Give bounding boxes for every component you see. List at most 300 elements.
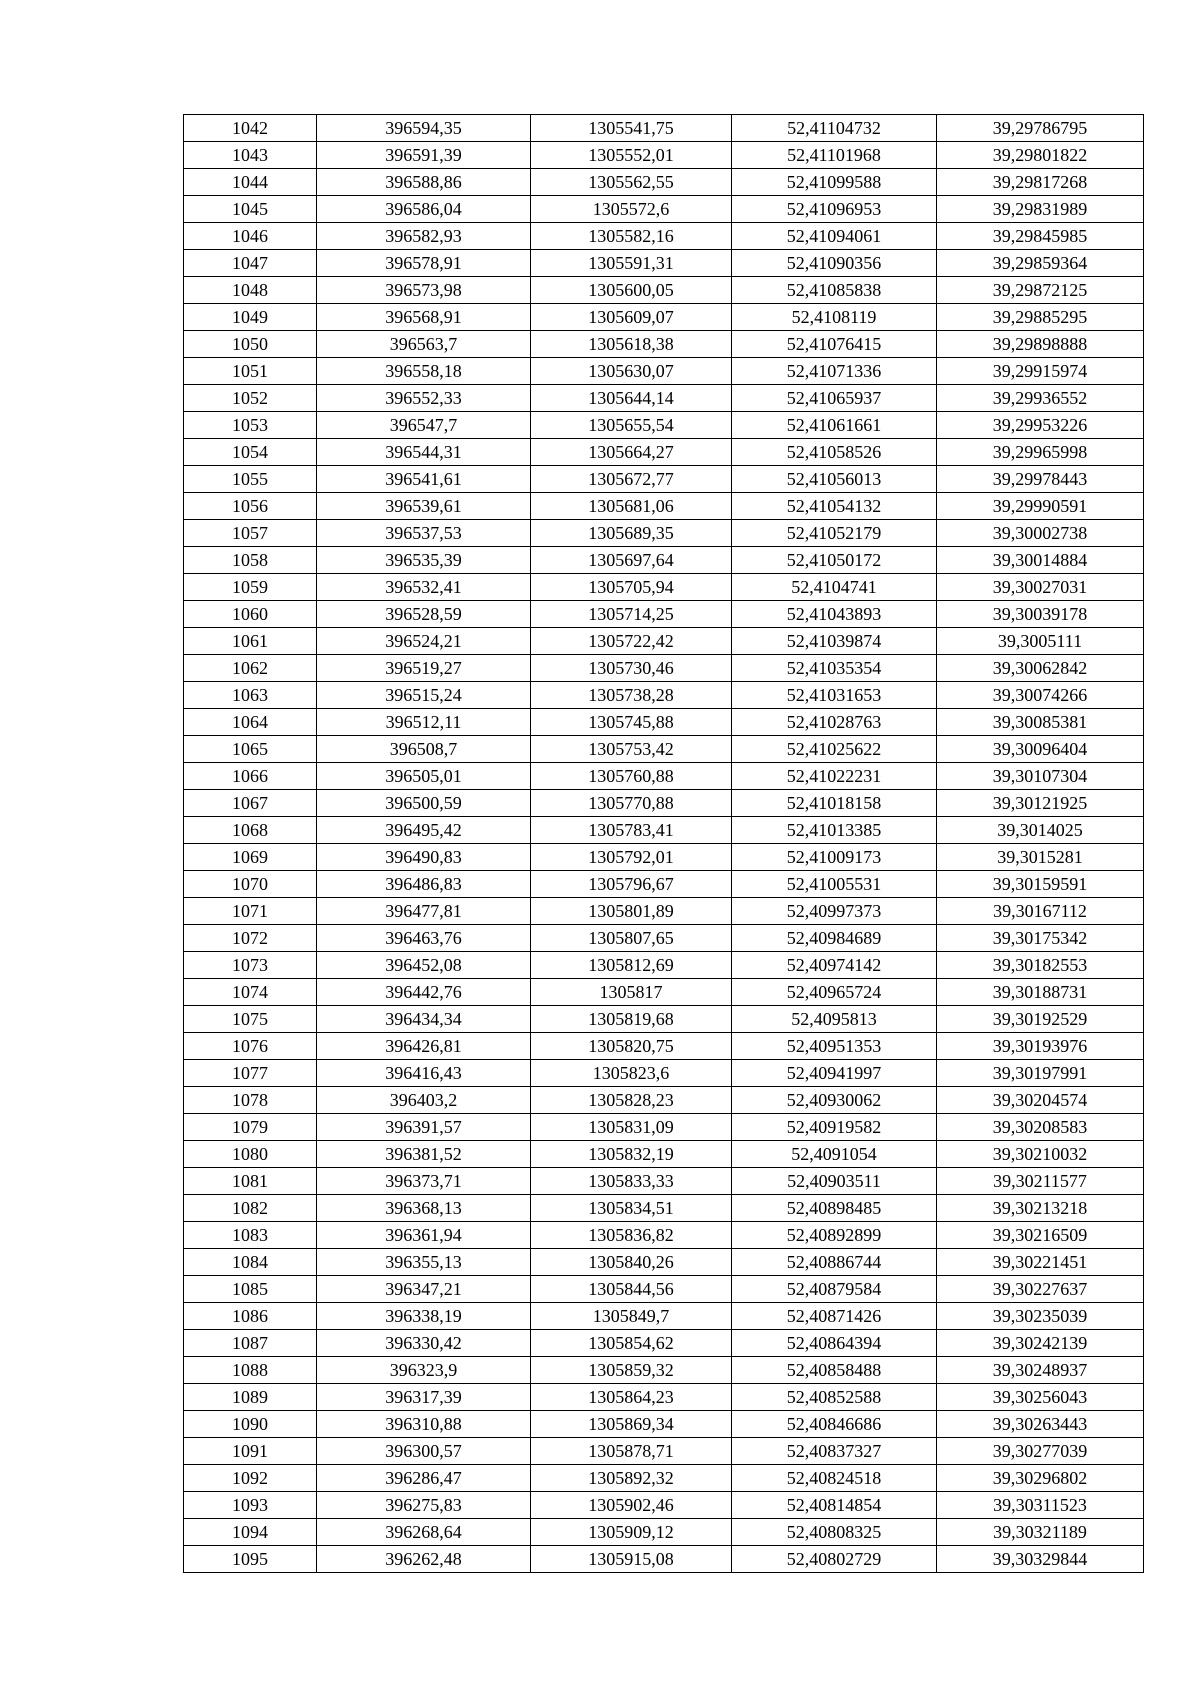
x-coordinate-cell: 396541,61 xyxy=(317,466,531,493)
y-coordinate-cell: 1305770,88 xyxy=(531,790,732,817)
latitude-cell: 52,41025622 xyxy=(732,736,937,763)
x-coordinate-cell: 396519,27 xyxy=(317,655,531,682)
point-number-cell: 1086 xyxy=(184,1303,317,1330)
table-row xyxy=(184,1546,1144,1573)
point-number-cell: 1087 xyxy=(184,1330,317,1357)
latitude-cell: 52,4104741 xyxy=(732,574,937,601)
latitude-cell: 52,4091054 xyxy=(732,1141,937,1168)
coordinates-table-body xyxy=(184,115,1144,1573)
latitude-cell: 52,41061661 xyxy=(732,412,937,439)
x-coordinate-cell: 396588,86 xyxy=(317,169,531,196)
latitude-cell: 52,41039874 xyxy=(732,628,937,655)
latitude-cell: 52,40846686 xyxy=(732,1411,937,1438)
point-number-cell: 1095 xyxy=(184,1546,317,1573)
point-number-cell: 1082 xyxy=(184,1195,317,1222)
point-number-cell: 1044 xyxy=(184,169,317,196)
x-coordinate-cell: 396323,9 xyxy=(317,1357,531,1384)
latitude-cell: 52,41054132 xyxy=(732,493,937,520)
x-coordinate-cell: 396463,76 xyxy=(317,925,531,952)
y-coordinate-cell: 1305812,69 xyxy=(531,952,732,979)
x-coordinate-cell: 396547,7 xyxy=(317,412,531,439)
table-row xyxy=(184,1492,1144,1519)
longitude-cell: 39,30321189 xyxy=(937,1519,1144,1546)
latitude-cell: 52,40892899 xyxy=(732,1222,937,1249)
y-coordinate-cell: 1305745,88 xyxy=(531,709,732,736)
table-row xyxy=(184,1060,1144,1087)
point-number-cell: 1046 xyxy=(184,223,317,250)
y-coordinate-cell: 1305834,51 xyxy=(531,1195,732,1222)
y-coordinate-cell: 1305783,41 xyxy=(531,817,732,844)
point-number-cell: 1058 xyxy=(184,547,317,574)
point-number-cell: 1079 xyxy=(184,1114,317,1141)
table-row xyxy=(184,169,1144,196)
table-row xyxy=(184,331,1144,358)
latitude-cell: 52,40984689 xyxy=(732,925,937,952)
latitude-cell: 52,40814854 xyxy=(732,1492,937,1519)
latitude-cell: 52,4108119 xyxy=(732,304,937,331)
longitude-cell: 39,30192529 xyxy=(937,1006,1144,1033)
table-row xyxy=(184,1303,1144,1330)
longitude-cell: 39,30107304 xyxy=(937,763,1144,790)
latitude-cell: 52,41050172 xyxy=(732,547,937,574)
longitude-cell: 39,29845985 xyxy=(937,223,1144,250)
table-row xyxy=(184,601,1144,628)
y-coordinate-cell: 1305801,89 xyxy=(531,898,732,925)
point-number-cell: 1088 xyxy=(184,1357,317,1384)
longitude-cell: 39,29990591 xyxy=(937,493,1144,520)
point-number-cell: 1051 xyxy=(184,358,317,385)
table-row xyxy=(184,709,1144,736)
latitude-cell: 52,40864394 xyxy=(732,1330,937,1357)
latitude-cell: 52,41009173 xyxy=(732,844,937,871)
y-coordinate-cell: 1305630,07 xyxy=(531,358,732,385)
x-coordinate-cell: 396347,21 xyxy=(317,1276,531,1303)
latitude-cell: 52,40974142 xyxy=(732,952,937,979)
x-coordinate-cell: 396558,18 xyxy=(317,358,531,385)
point-number-cell: 1089 xyxy=(184,1384,317,1411)
point-number-cell: 1076 xyxy=(184,1033,317,1060)
point-number-cell: 1092 xyxy=(184,1465,317,1492)
y-coordinate-cell: 1305817 xyxy=(531,979,732,1006)
latitude-cell: 52,41056013 xyxy=(732,466,937,493)
y-coordinate-cell: 1305864,23 xyxy=(531,1384,732,1411)
latitude-cell: 52,40879584 xyxy=(732,1276,937,1303)
point-number-cell: 1071 xyxy=(184,898,317,925)
point-number-cell: 1052 xyxy=(184,385,317,412)
x-coordinate-cell: 396537,53 xyxy=(317,520,531,547)
y-coordinate-cell: 1305840,26 xyxy=(531,1249,732,1276)
y-coordinate-cell: 1305892,32 xyxy=(531,1465,732,1492)
x-coordinate-cell: 396416,43 xyxy=(317,1060,531,1087)
longitude-cell: 39,29915974 xyxy=(937,358,1144,385)
point-number-cell: 1077 xyxy=(184,1060,317,1087)
longitude-cell: 39,30256043 xyxy=(937,1384,1144,1411)
longitude-cell: 39,29872125 xyxy=(937,277,1144,304)
latitude-cell: 52,41090356 xyxy=(732,250,937,277)
table-row xyxy=(184,790,1144,817)
x-coordinate-cell: 396532,41 xyxy=(317,574,531,601)
x-coordinate-cell: 396586,04 xyxy=(317,196,531,223)
longitude-cell: 39,30216509 xyxy=(937,1222,1144,1249)
table-row xyxy=(184,952,1144,979)
latitude-cell: 52,4095813 xyxy=(732,1006,937,1033)
x-coordinate-cell: 396368,13 xyxy=(317,1195,531,1222)
table-row xyxy=(184,1519,1144,1546)
point-number-cell: 1083 xyxy=(184,1222,317,1249)
longitude-cell: 39,30296802 xyxy=(937,1465,1144,1492)
latitude-cell: 52,41022231 xyxy=(732,763,937,790)
table-row xyxy=(184,385,1144,412)
point-number-cell: 1093 xyxy=(184,1492,317,1519)
table-row xyxy=(184,1141,1144,1168)
latitude-cell: 52,40930062 xyxy=(732,1087,937,1114)
point-number-cell: 1090 xyxy=(184,1411,317,1438)
table-row xyxy=(184,1195,1144,1222)
point-number-cell: 1062 xyxy=(184,655,317,682)
table-row xyxy=(184,1384,1144,1411)
latitude-cell: 52,41076415 xyxy=(732,331,937,358)
latitude-cell: 52,40919582 xyxy=(732,1114,937,1141)
longitude-cell: 39,30263443 xyxy=(937,1411,1144,1438)
y-coordinate-cell: 1305819,68 xyxy=(531,1006,732,1033)
longitude-cell: 39,30235039 xyxy=(937,1303,1144,1330)
latitude-cell: 52,41085838 xyxy=(732,277,937,304)
longitude-cell: 39,29831989 xyxy=(937,196,1144,223)
longitude-cell: 39,30062842 xyxy=(937,655,1144,682)
point-number-cell: 1054 xyxy=(184,439,317,466)
y-coordinate-cell: 1305844,56 xyxy=(531,1276,732,1303)
table-row xyxy=(184,223,1144,250)
latitude-cell: 52,41094061 xyxy=(732,223,937,250)
longitude-cell: 39,3014025 xyxy=(937,817,1144,844)
table-row xyxy=(184,466,1144,493)
table-row xyxy=(184,142,1144,169)
point-number-cell: 1081 xyxy=(184,1168,317,1195)
y-coordinate-cell: 1305854,62 xyxy=(531,1330,732,1357)
longitude-cell: 39,29801822 xyxy=(937,142,1144,169)
longitude-cell: 39,30213218 xyxy=(937,1195,1144,1222)
table-row xyxy=(184,817,1144,844)
x-coordinate-cell: 396486,83 xyxy=(317,871,531,898)
table-row xyxy=(184,304,1144,331)
y-coordinate-cell: 1305714,25 xyxy=(531,601,732,628)
x-coordinate-cell: 396268,64 xyxy=(317,1519,531,1546)
longitude-cell: 39,30074266 xyxy=(937,682,1144,709)
longitude-cell: 39,30014884 xyxy=(937,547,1144,574)
table-row xyxy=(184,250,1144,277)
x-coordinate-cell: 396563,7 xyxy=(317,331,531,358)
x-coordinate-cell: 396573,98 xyxy=(317,277,531,304)
x-coordinate-cell: 396578,91 xyxy=(317,250,531,277)
latitude-cell: 52,40837327 xyxy=(732,1438,937,1465)
x-coordinate-cell: 396500,59 xyxy=(317,790,531,817)
y-coordinate-cell: 1305831,09 xyxy=(531,1114,732,1141)
y-coordinate-cell: 1305828,23 xyxy=(531,1087,732,1114)
longitude-cell: 39,30197991 xyxy=(937,1060,1144,1087)
point-number-cell: 1053 xyxy=(184,412,317,439)
y-coordinate-cell: 1305833,33 xyxy=(531,1168,732,1195)
latitude-cell: 52,41043893 xyxy=(732,601,937,628)
point-number-cell: 1050 xyxy=(184,331,317,358)
y-coordinate-cell: 1305849,7 xyxy=(531,1303,732,1330)
longitude-cell: 39,29786795 xyxy=(937,115,1144,142)
point-number-cell: 1043 xyxy=(184,142,317,169)
latitude-cell: 52,41028763 xyxy=(732,709,937,736)
table-row xyxy=(184,277,1144,304)
table-row xyxy=(184,736,1144,763)
table-row xyxy=(184,1033,1144,1060)
table-row xyxy=(184,898,1144,925)
point-number-cell: 1063 xyxy=(184,682,317,709)
longitude-cell: 39,30248937 xyxy=(937,1357,1144,1384)
table-row xyxy=(184,1006,1144,1033)
longitude-cell: 39,29978443 xyxy=(937,466,1144,493)
latitude-cell: 52,40824518 xyxy=(732,1465,937,1492)
table-row xyxy=(184,979,1144,1006)
longitude-cell: 39,30221451 xyxy=(937,1249,1144,1276)
y-coordinate-cell: 1305664,27 xyxy=(531,439,732,466)
latitude-cell: 52,41005531 xyxy=(732,871,937,898)
x-coordinate-cell: 396286,47 xyxy=(317,1465,531,1492)
table-row xyxy=(184,628,1144,655)
y-coordinate-cell: 1305909,12 xyxy=(531,1519,732,1546)
table-row xyxy=(184,1249,1144,1276)
point-number-cell: 1066 xyxy=(184,763,317,790)
table-row xyxy=(184,196,1144,223)
x-coordinate-cell: 396544,31 xyxy=(317,439,531,466)
longitude-cell: 39,30175342 xyxy=(937,925,1144,952)
point-number-cell: 1047 xyxy=(184,250,317,277)
x-coordinate-cell: 396426,81 xyxy=(317,1033,531,1060)
longitude-cell: 39,30208583 xyxy=(937,1114,1144,1141)
latitude-cell: 52,40951353 xyxy=(732,1033,937,1060)
x-coordinate-cell: 396338,19 xyxy=(317,1303,531,1330)
latitude-cell: 52,40852588 xyxy=(732,1384,937,1411)
y-coordinate-cell: 1305869,34 xyxy=(531,1411,732,1438)
longitude-cell: 39,30277039 xyxy=(937,1438,1144,1465)
point-number-cell: 1069 xyxy=(184,844,317,871)
y-coordinate-cell: 1305878,71 xyxy=(531,1438,732,1465)
longitude-cell: 39,30039178 xyxy=(937,601,1144,628)
latitude-cell: 52,41031653 xyxy=(732,682,937,709)
point-number-cell: 1061 xyxy=(184,628,317,655)
longitude-cell: 39,30188731 xyxy=(937,979,1144,1006)
table-row xyxy=(184,520,1144,547)
y-coordinate-cell: 1305722,42 xyxy=(531,628,732,655)
point-number-cell: 1067 xyxy=(184,790,317,817)
latitude-cell: 52,41018158 xyxy=(732,790,937,817)
x-coordinate-cell: 396330,42 xyxy=(317,1330,531,1357)
table-row xyxy=(184,358,1144,385)
x-coordinate-cell: 396524,21 xyxy=(317,628,531,655)
y-coordinate-cell: 1305915,08 xyxy=(531,1546,732,1573)
x-coordinate-cell: 396591,39 xyxy=(317,142,531,169)
x-coordinate-cell: 396403,2 xyxy=(317,1087,531,1114)
x-coordinate-cell: 396528,59 xyxy=(317,601,531,628)
coordinates-table xyxy=(183,114,1144,1573)
longitude-cell: 39,30167112 xyxy=(937,898,1144,925)
x-coordinate-cell: 396275,83 xyxy=(317,1492,531,1519)
point-number-cell: 1045 xyxy=(184,196,317,223)
point-number-cell: 1064 xyxy=(184,709,317,736)
point-number-cell: 1059 xyxy=(184,574,317,601)
longitude-cell: 39,30329844 xyxy=(937,1546,1144,1573)
x-coordinate-cell: 396594,35 xyxy=(317,115,531,142)
x-coordinate-cell: 396490,83 xyxy=(317,844,531,871)
y-coordinate-cell: 1305644,14 xyxy=(531,385,732,412)
point-number-cell: 1065 xyxy=(184,736,317,763)
y-coordinate-cell: 1305730,46 xyxy=(531,655,732,682)
latitude-cell: 52,40898485 xyxy=(732,1195,937,1222)
y-coordinate-cell: 1305902,46 xyxy=(531,1492,732,1519)
table-row xyxy=(184,1438,1144,1465)
longitude-cell: 39,29953226 xyxy=(937,412,1144,439)
latitude-cell: 52,40886744 xyxy=(732,1249,937,1276)
y-coordinate-cell: 1305836,82 xyxy=(531,1222,732,1249)
table-row xyxy=(184,1411,1144,1438)
table-row xyxy=(184,1087,1144,1114)
x-coordinate-cell: 396495,42 xyxy=(317,817,531,844)
table-row xyxy=(184,871,1144,898)
longitude-cell: 39,30121925 xyxy=(937,790,1144,817)
longitude-cell: 39,29885295 xyxy=(937,304,1144,331)
point-number-cell: 1060 xyxy=(184,601,317,628)
latitude-cell: 52,41104732 xyxy=(732,115,937,142)
table-row xyxy=(184,682,1144,709)
longitude-cell: 39,30085381 xyxy=(937,709,1144,736)
latitude-cell: 52,41071336 xyxy=(732,358,937,385)
x-coordinate-cell: 396568,91 xyxy=(317,304,531,331)
latitude-cell: 52,41052179 xyxy=(732,520,937,547)
longitude-cell: 39,30002738 xyxy=(937,520,1144,547)
latitude-cell: 52,41096953 xyxy=(732,196,937,223)
x-coordinate-cell: 396477,81 xyxy=(317,898,531,925)
latitude-cell: 52,40997373 xyxy=(732,898,937,925)
longitude-cell: 39,30311523 xyxy=(937,1492,1144,1519)
table-row xyxy=(184,1222,1144,1249)
y-coordinate-cell: 1305591,31 xyxy=(531,250,732,277)
point-number-cell: 1068 xyxy=(184,817,317,844)
y-coordinate-cell: 1305689,35 xyxy=(531,520,732,547)
latitude-cell: 52,41101968 xyxy=(732,142,937,169)
y-coordinate-cell: 1305760,88 xyxy=(531,763,732,790)
longitude-cell: 39,30210032 xyxy=(937,1141,1144,1168)
x-coordinate-cell: 396552,33 xyxy=(317,385,531,412)
y-coordinate-cell: 1305609,07 xyxy=(531,304,732,331)
x-coordinate-cell: 396381,52 xyxy=(317,1141,531,1168)
latitude-cell: 52,40871426 xyxy=(732,1303,937,1330)
x-coordinate-cell: 396434,34 xyxy=(317,1006,531,1033)
point-number-cell: 1057 xyxy=(184,520,317,547)
longitude-cell: 39,29859364 xyxy=(937,250,1144,277)
y-coordinate-cell: 1305655,54 xyxy=(531,412,732,439)
latitude-cell: 52,40858488 xyxy=(732,1357,937,1384)
point-number-cell: 1075 xyxy=(184,1006,317,1033)
y-coordinate-cell: 1305582,16 xyxy=(531,223,732,250)
point-number-cell: 1078 xyxy=(184,1087,317,1114)
table-row xyxy=(184,493,1144,520)
x-coordinate-cell: 396515,24 xyxy=(317,682,531,709)
longitude-cell: 39,30193976 xyxy=(937,1033,1144,1060)
y-coordinate-cell: 1305672,77 xyxy=(531,466,732,493)
longitude-cell: 39,30159591 xyxy=(937,871,1144,898)
x-coordinate-cell: 396508,7 xyxy=(317,736,531,763)
point-number-cell: 1073 xyxy=(184,952,317,979)
point-number-cell: 1074 xyxy=(184,979,317,1006)
y-coordinate-cell: 1305572,6 xyxy=(531,196,732,223)
y-coordinate-cell: 1305859,32 xyxy=(531,1357,732,1384)
table-row xyxy=(184,574,1144,601)
table-row xyxy=(184,1465,1144,1492)
y-coordinate-cell: 1305618,38 xyxy=(531,331,732,358)
latitude-cell: 52,40941997 xyxy=(732,1060,937,1087)
x-coordinate-cell: 396355,13 xyxy=(317,1249,531,1276)
table-row xyxy=(184,1357,1144,1384)
latitude-cell: 52,41035354 xyxy=(732,655,937,682)
latitude-cell: 52,41013385 xyxy=(732,817,937,844)
point-number-cell: 1055 xyxy=(184,466,317,493)
longitude-cell: 39,29936552 xyxy=(937,385,1144,412)
y-coordinate-cell: 1305832,19 xyxy=(531,1141,732,1168)
table-row xyxy=(184,655,1144,682)
x-coordinate-cell: 396361,94 xyxy=(317,1222,531,1249)
latitude-cell: 52,40903511 xyxy=(732,1168,937,1195)
point-number-cell: 1072 xyxy=(184,925,317,952)
point-number-cell: 1091 xyxy=(184,1438,317,1465)
longitude-cell: 39,30027031 xyxy=(937,574,1144,601)
point-number-cell: 1042 xyxy=(184,115,317,142)
x-coordinate-cell: 396262,48 xyxy=(317,1546,531,1573)
y-coordinate-cell: 1305600,05 xyxy=(531,277,732,304)
x-coordinate-cell: 396512,11 xyxy=(317,709,531,736)
table-row xyxy=(184,1168,1144,1195)
y-coordinate-cell: 1305792,01 xyxy=(531,844,732,871)
y-coordinate-cell: 1305681,06 xyxy=(531,493,732,520)
longitude-cell: 39,30242139 xyxy=(937,1330,1144,1357)
point-number-cell: 1085 xyxy=(184,1276,317,1303)
x-coordinate-cell: 396310,88 xyxy=(317,1411,531,1438)
y-coordinate-cell: 1305807,65 xyxy=(531,925,732,952)
table-row xyxy=(184,1276,1144,1303)
x-coordinate-cell: 396539,61 xyxy=(317,493,531,520)
table-row xyxy=(184,1330,1144,1357)
longitude-cell: 39,30096404 xyxy=(937,736,1144,763)
latitude-cell: 52,40808325 xyxy=(732,1519,937,1546)
longitude-cell: 39,3005111 xyxy=(937,628,1144,655)
point-number-cell: 1048 xyxy=(184,277,317,304)
table-row xyxy=(184,412,1144,439)
x-coordinate-cell: 396505,01 xyxy=(317,763,531,790)
table-row xyxy=(184,844,1144,871)
longitude-cell: 39,29898888 xyxy=(937,331,1144,358)
point-number-cell: 1094 xyxy=(184,1519,317,1546)
point-number-cell: 1070 xyxy=(184,871,317,898)
x-coordinate-cell: 396391,57 xyxy=(317,1114,531,1141)
latitude-cell: 52,41058526 xyxy=(732,439,937,466)
point-number-cell: 1056 xyxy=(184,493,317,520)
latitude-cell: 52,40965724 xyxy=(732,979,937,1006)
y-coordinate-cell: 1305552,01 xyxy=(531,142,732,169)
y-coordinate-cell: 1305697,64 xyxy=(531,547,732,574)
table-row xyxy=(184,1114,1144,1141)
y-coordinate-cell: 1305753,42 xyxy=(531,736,732,763)
latitude-cell: 52,41099588 xyxy=(732,169,937,196)
x-coordinate-cell: 396582,93 xyxy=(317,223,531,250)
point-number-cell: 1049 xyxy=(184,304,317,331)
y-coordinate-cell: 1305796,67 xyxy=(531,871,732,898)
x-coordinate-cell: 396317,39 xyxy=(317,1384,531,1411)
x-coordinate-cell: 396535,39 xyxy=(317,547,531,574)
